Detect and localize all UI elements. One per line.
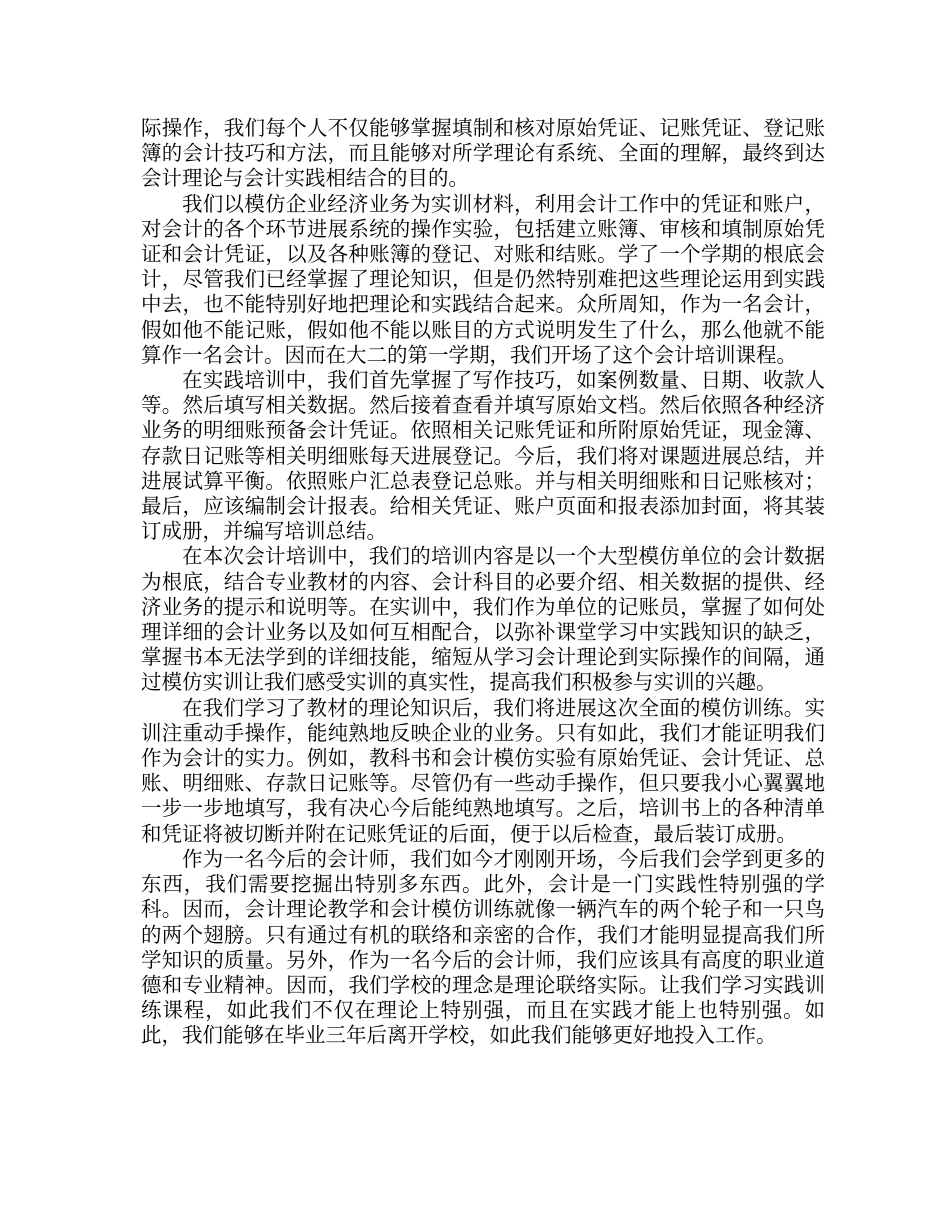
paragraph: 我们以模仿企业经济业务为实训材料，利用会计工作中的凭证和账户，对会计的各个环节进展系统的操作实验，包括建立账簿、审核和填制原始凭证和会计凭证，以及各种账簿的登记、对账和结账。学了一个学期的根底会计，尽管我们已经掌握了理论知识，但是仍然特别难把这些理论运用到实践中去，也不能特别好地把理论和实践结合起来。众所周知，作为一名会计，假如他不能记账，假如他不能以账目的方式说明发生了什么，那么他就不能算作一名会计。因而在大二的第一学期，我们开场了这个会计培训课程。 xyxy=(141,191,825,367)
paragraph: 在本次会计培训中，我们的培训内容是以一个大型模仿单位的会计数据为根底，结合专业教材的内容、会计科目的必要介绍、相关数据的提供、经济业务的提示和说明等。在实训中，我们作为单位的记账员，掌握了如何处理详细的会计业务以及如何互相配合，以弥补课堂学习中实践知识的缺乏，掌握书本无法学到的详细技能，缩短从学习会计理论到实际操作的间隔，通过模仿实训让我们感受实训的真实性，提高我们积极参与实训的兴趣。 xyxy=(141,544,825,695)
paragraph: 在我们学习了教材的理论知识后，我们将进展这次全面的模仿训练。实训注重动手操作，能纯熟地反映企业的业务。只有如此，我们才能证明我们作为会计的实力。例如，教科书和会计模仿实验有原始凭证、会计凭证、总账、明细账、存款日记账等。尽管仍有一些动手操作，但只要我小心翼翼地一步一步地填写，我有决心今后能纯熟地填写。之后，培训书上的各种清单和凭证将被切断并附在记账凭证的后面，便于以后检查，最后装订成册。 xyxy=(141,695,825,846)
paragraph-continuation: 际操作，我们每个人不仅能够掌握填制和核对原始凭证、记账凭证、登记账簿的会计技巧和方法，而且能够对所学理论有系统、全面的理解，最终到达会计理论与会计实践相结合的目的。 xyxy=(141,116,825,191)
paragraph: 在实践培训中，我们首先掌握了写作技巧，如案例数量、日期、收款人等。然后填写相关数据。然后接着查看并填写原始文档。然后依照各种经济业务的明细账预备会计凭证。依照相关记账凭证和所附原始凭证，现金簿、存款日记账等相关明细账每天进展登记。今后，我们将对课题进展总结，并进展试算平衡。依照账户汇总表登记总账。并与相关明细账和日记账核对；最后，应该编制会计报表。给相关凭证、账户页面和报表添加封面，将其装订成册，并编写培训总结。 xyxy=(141,368,825,544)
paragraph: 作为一名今后的会计师，我们如今才刚刚开场，今后我们会学到更多的东西，我们需要挖掘出特别多东西。此外，会计是一门实践性特别强的学科。因而，会计理论教学和会计模仿训练就像一辆汽车的两个轮子和一只鸟的两个翅膀。只有通过有机的联络和亲密的合作，我们才能明显提高我们所学知识的质量。另外，作为一名今后的会计师，我们应该具有高度的职业道德和专业精神。因而，我们学校的理念是理论联络实际。让我们学习实践训练课程，如此我们不仅在理论上特别强，而且在实践才能上也特别强。如此，我们能够在毕业三年后离开学校，如此我们能够更好地投入工作。 xyxy=(141,846,825,1048)
document-body xyxy=(141,116,825,1049)
